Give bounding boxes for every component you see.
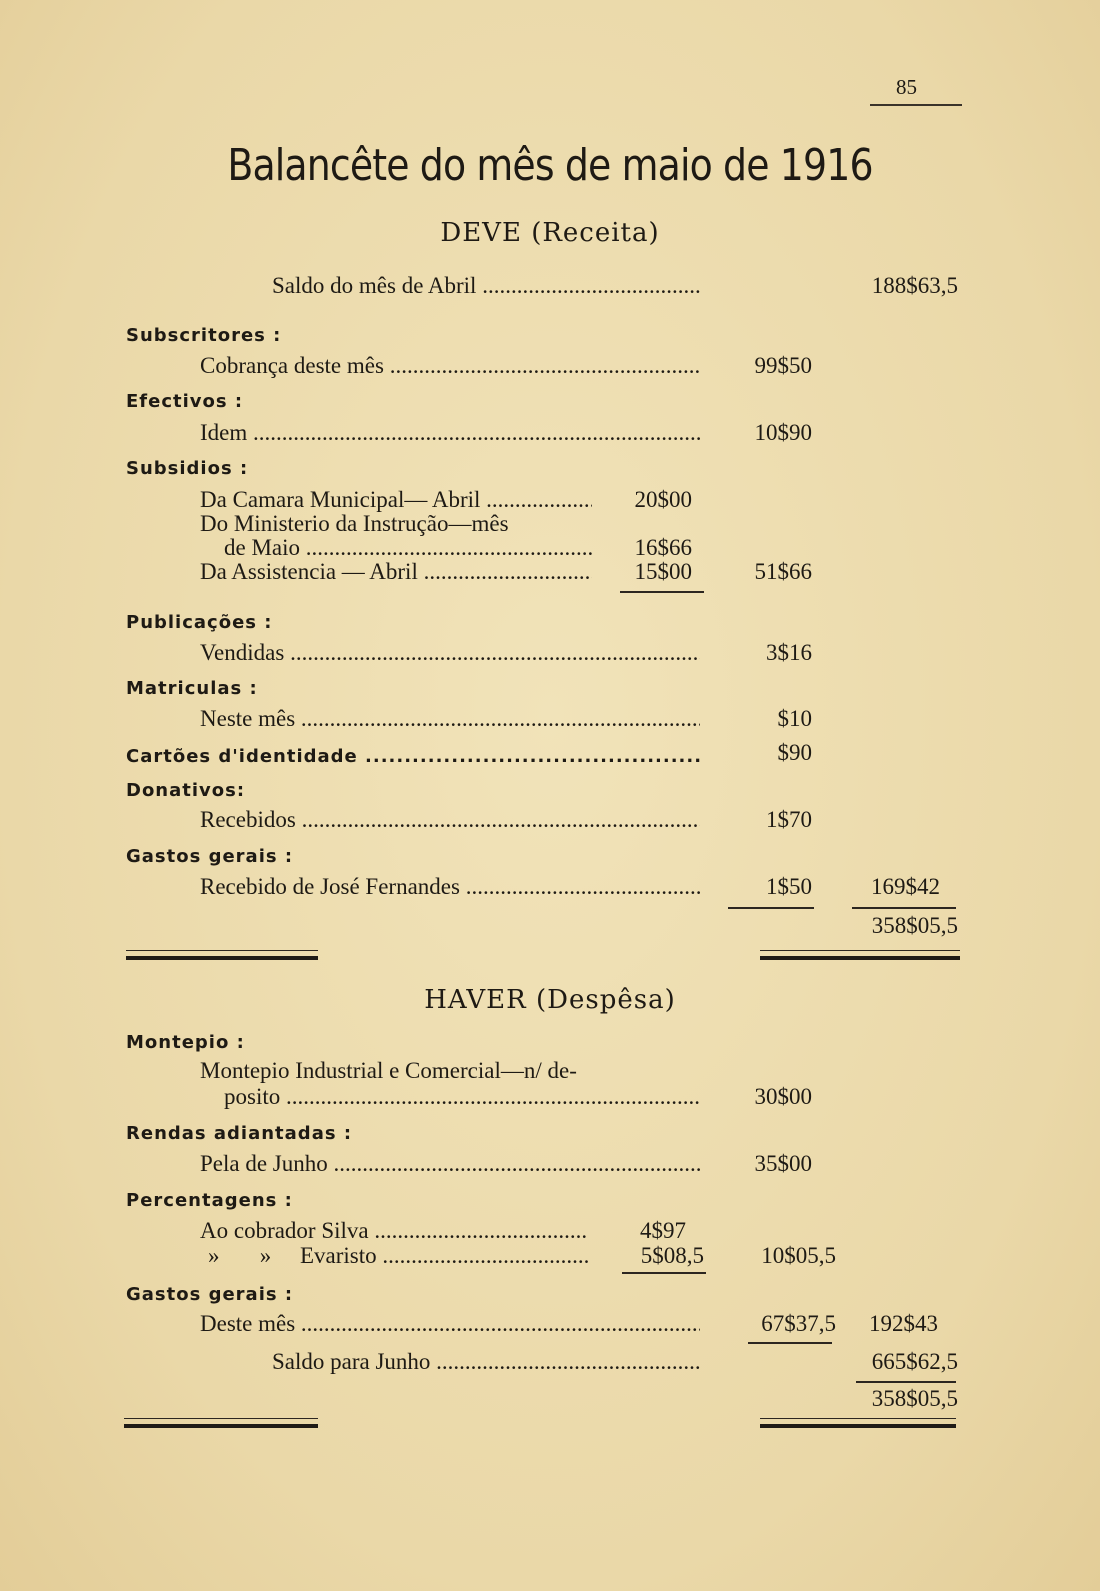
- deve-end-rule-right-thin: [760, 950, 960, 951]
- montepio-value: 30$00: [754, 1084, 812, 1109]
- receita-col-rule: [728, 907, 814, 909]
- haver-end-rule-left-thin: [124, 1418, 318, 1419]
- saldo-junho-label: Saldo para Junho .....: [272, 1349, 702, 1375]
- receita-total: 358$05,5: [871, 913, 958, 938]
- percentagem-evaristo: » » Evaristo .....: [208, 1243, 588, 1269]
- despesa-subtotal: 192$43: [869, 1311, 938, 1336]
- subsidio-ministerio: Do Ministerio da Instrução—mês: [200, 511, 509, 536]
- percentagens-label: Percentagens :: [126, 1190, 293, 1211]
- rendas-item: Pela de Junho .....: [200, 1151, 700, 1177]
- haver-end-rule-left: [124, 1424, 318, 1428]
- saldo-junho-value: 665$62,5: [871, 1349, 958, 1374]
- despesa-total: 358$05,5: [871, 1386, 958, 1411]
- subsidios-sum-rule: [620, 591, 704, 593]
- subscritores-item: Cobrança deste mês .....: [200, 353, 700, 379]
- haver-end-rule-right: [760, 1424, 956, 1428]
- percentagem-silva: Ao cobrador Silva .....: [200, 1218, 588, 1244]
- deve-end-rule-left: [126, 956, 318, 960]
- saldo-abril-value: 188$63,5: [871, 273, 958, 298]
- percentagem-silva-value: 4$97: [640, 1218, 686, 1243]
- donativos-value: 1$70: [766, 807, 812, 832]
- publicacoes-item: Vendidas .....: [200, 640, 700, 666]
- haver-heading: HAVER (Despêsa): [424, 985, 676, 1015]
- subsidios-total: 51$66: [754, 559, 812, 584]
- efectivos-item: Idem .....: [200, 420, 700, 446]
- cartoes-value: $90: [777, 740, 812, 765]
- rendas-label: Rendas adiantadas :: [126, 1123, 353, 1144]
- montepio-label: Montepio :: [126, 1032, 245, 1053]
- matriculas-item: Neste mês .....: [200, 706, 700, 732]
- montepio-item-cont: posito .....: [224, 1084, 700, 1110]
- donativos-label: Donativos:: [126, 780, 246, 801]
- gastos-despesa-value: 67$37,5: [761, 1311, 836, 1336]
- efectivos-label: Efectivos :: [126, 391, 244, 412]
- subsidio-ministerio-value: 16$66: [634, 535, 692, 560]
- percentagem-evaristo-value: 5$08,5: [640, 1243, 704, 1268]
- subsidio-camara-value: 20$00: [634, 487, 692, 512]
- efectivos-value: 10$90: [754, 420, 812, 445]
- gastos-despesa-item: Deste mês .....: [200, 1311, 700, 1337]
- montepio-item: Montepio Industrial e Comercial—n/ de-: [200, 1058, 577, 1083]
- subsidio-camara: Da Camara Municipal— Abril .....: [200, 487, 592, 513]
- cartoes-label: Cartões d'identidade .....: [126, 746, 700, 767]
- matriculas-label: Matriculas :: [126, 678, 258, 699]
- receita-subtotal: 169$42: [871, 874, 940, 899]
- saldo-abril-label: Saldo do mês de Abril .....: [272, 273, 702, 299]
- despesa-col-rule: [748, 1342, 832, 1344]
- percentagens-total: 10$05,5: [761, 1243, 836, 1268]
- subscritores-value: 99$50: [754, 353, 812, 378]
- receita-total-rule: [852, 907, 956, 909]
- page-number-rule: [870, 104, 962, 106]
- subsidios-label: Subsidios :: [126, 458, 249, 479]
- publicacoes-value: 3$16: [766, 640, 812, 665]
- page-number: 85: [896, 75, 917, 99]
- despesa-total-rule: [856, 1381, 956, 1383]
- subsidio-ministerio-cont: de Maio .....: [224, 535, 592, 561]
- gastos-despesa-label: Gastos gerais :: [126, 1284, 294, 1305]
- deve-end-rule-right: [760, 956, 960, 960]
- gastos-receita-label: Gastos gerais :: [126, 846, 294, 867]
- rendas-value: 35$00: [754, 1151, 812, 1176]
- subsidio-assistencia-value: 15$00: [634, 559, 692, 584]
- deve-end-rule-left-thin: [126, 950, 318, 951]
- subscritores-label: Subscritores :: [126, 325, 282, 346]
- subsidio-assistencia: Da Assistencia — Abril .....: [200, 559, 592, 585]
- page-title: Balancête do mês de maio de 1916: [227, 140, 873, 191]
- publicacoes-label: Publicações :: [126, 612, 273, 633]
- donativos-item: Recebidos .....: [200, 807, 700, 833]
- percentagens-sum-rule: [622, 1272, 706, 1274]
- deve-heading: DEVE (Receita): [440, 218, 660, 248]
- gastos-receita-value: 1$50: [766, 874, 812, 899]
- matriculas-value: $10: [777, 706, 812, 731]
- gastos-receita-item: Recebido de José Fernandes .....: [200, 874, 700, 900]
- haver-end-rule-right-thin: [760, 1418, 956, 1419]
